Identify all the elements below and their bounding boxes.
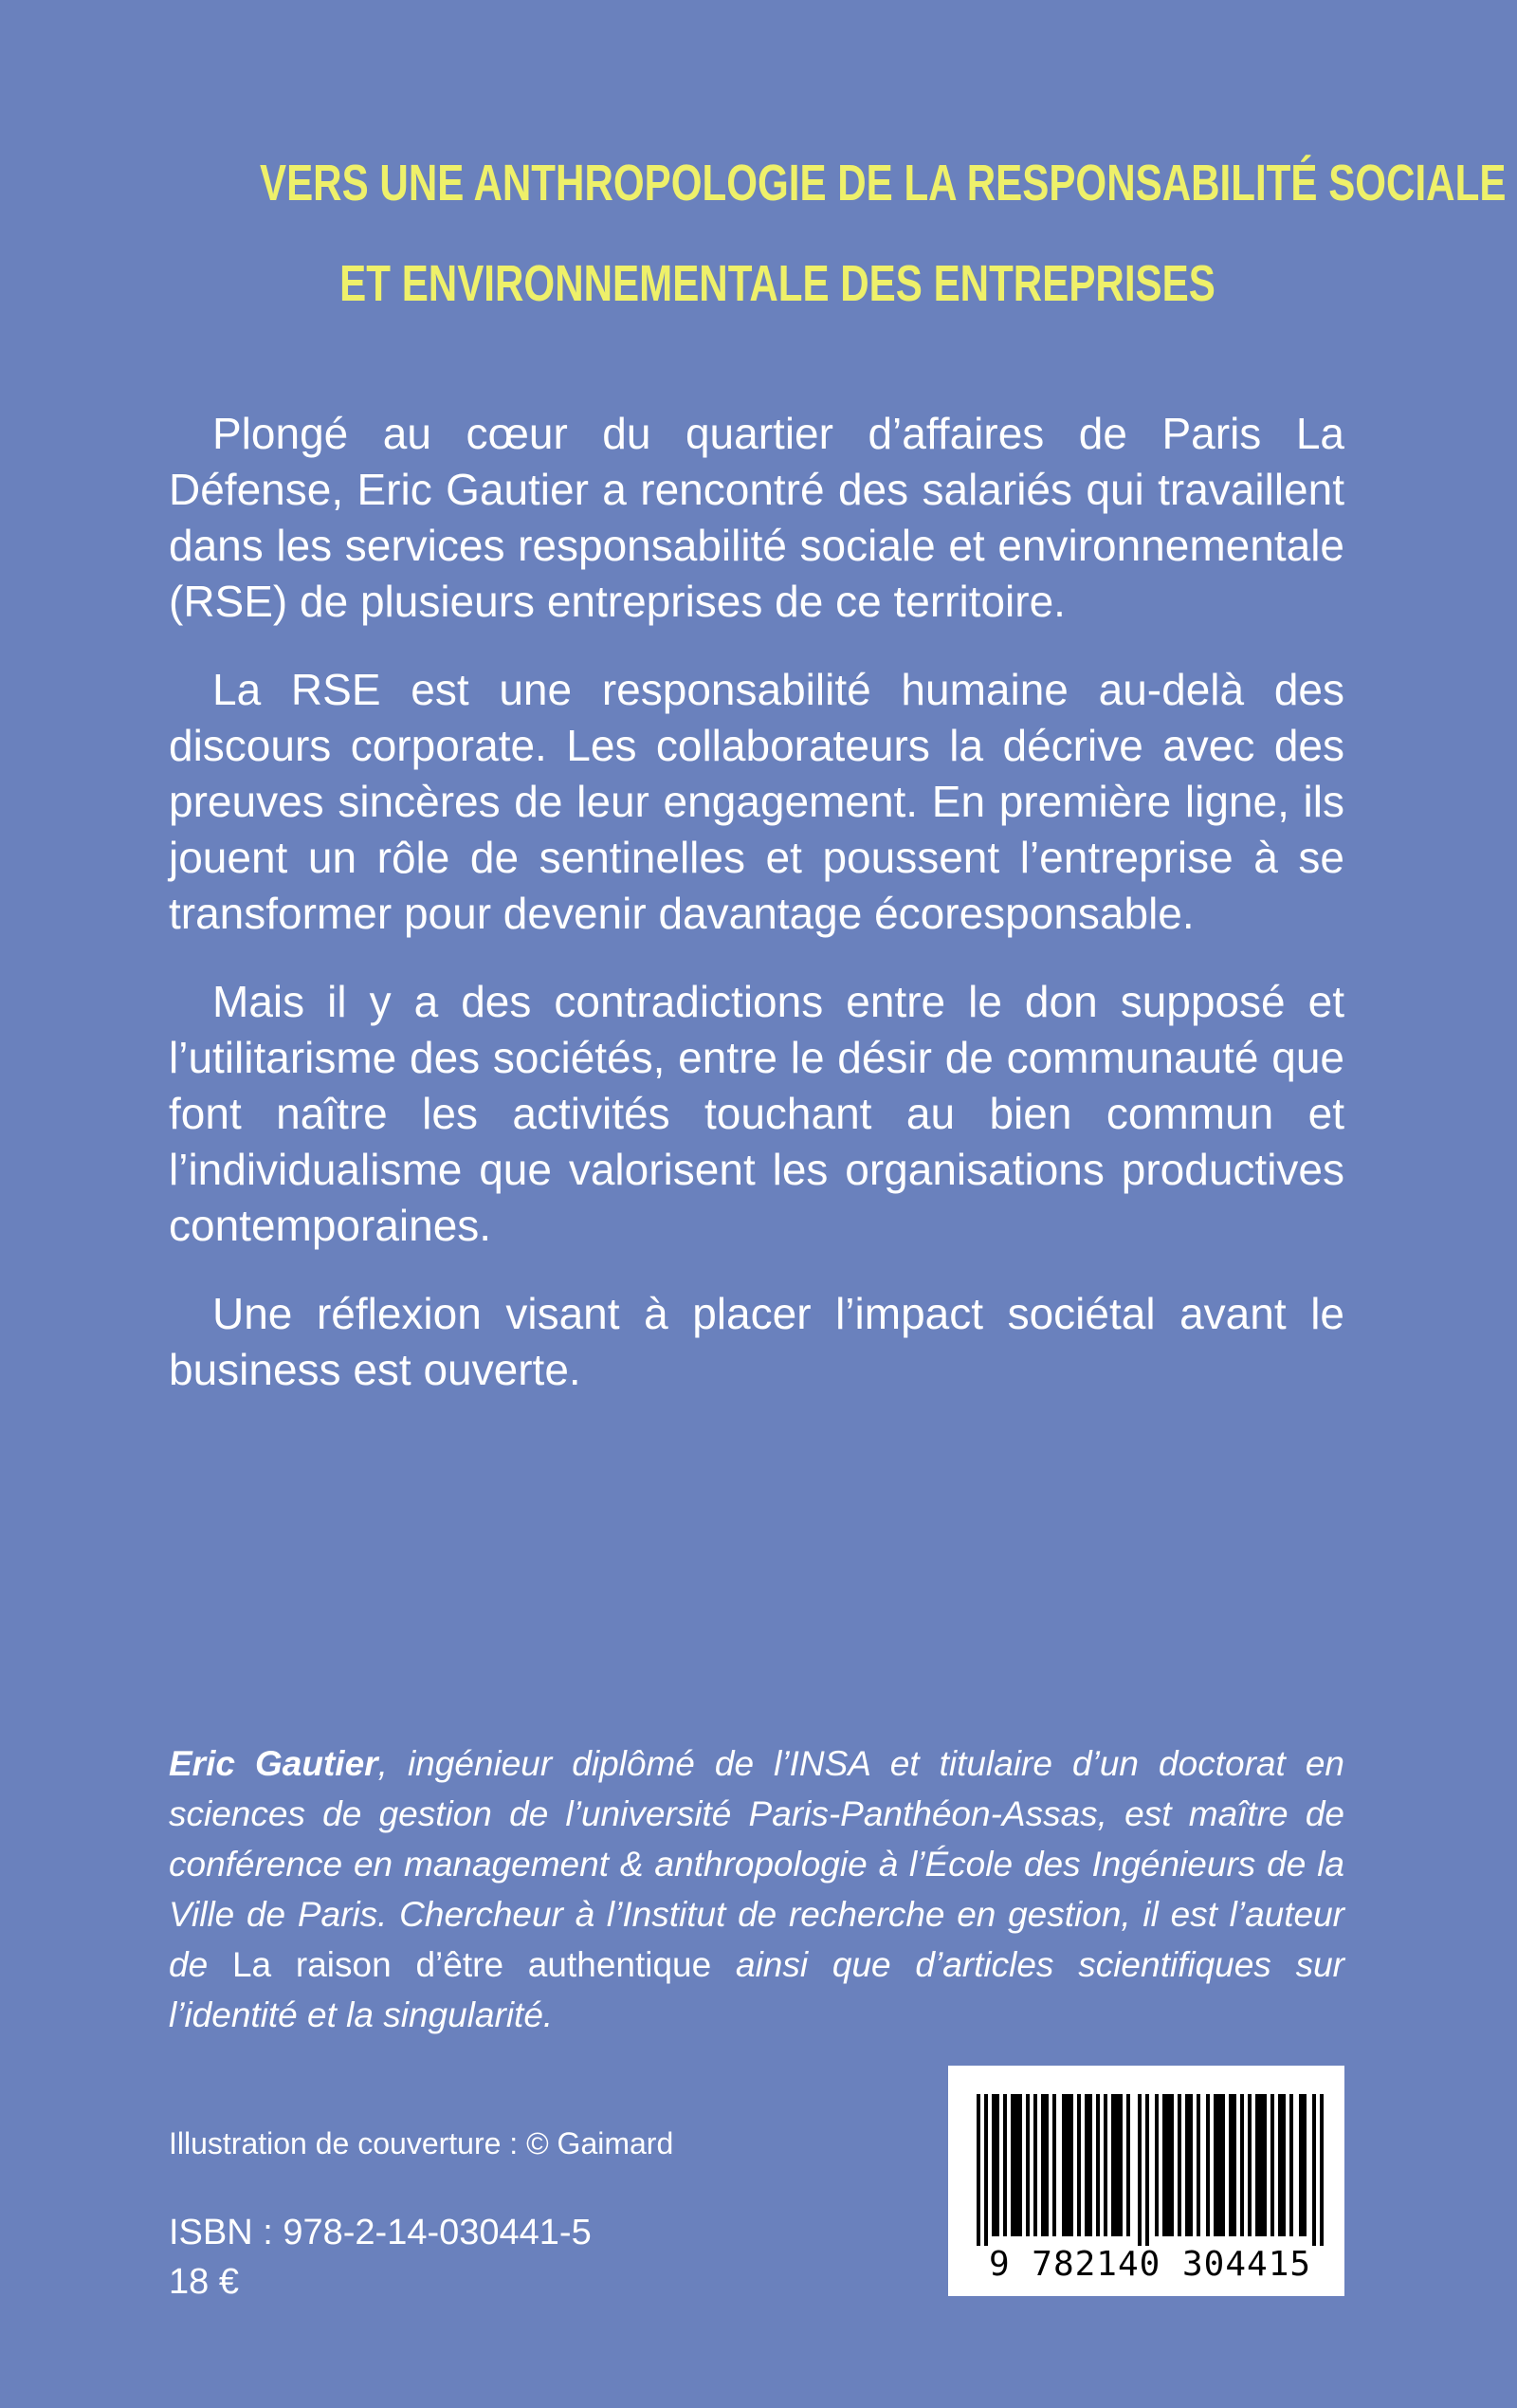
book-title-line-1: VERS UNE ANTHROPOLOGIE DE LA RESPONSABILITÉ SOCIALE [260,155,1507,211]
blurb-paragraph-3: Mais il y a des contradictions entre le don supposé et l’utilitarisme des sociétés, entre le désir de communauté que font naître les activités touchant au bien commun et l’individualisme que valorisent les organisations productives contemporaines. [169,977,1344,1250]
illustration-credit: Illustration de couverture : © Gaimard [169,2126,674,2160]
book-title [260,133,1507,334]
book-title-line-2: ET ENVIRONNEMENTALE DES ENTREPRISES [339,255,1215,312]
author-bio [169,1738,1344,2040]
barcode [948,2066,1344,2296]
barcode-bars [977,2094,1327,2246]
blurb-paragraph-1: Plongé au cœur du quartier d’affaires de Paris La Défense, Eric Gautier a rencontré des salariés qui travaillent dans les services responsabilité sociale et environnementale (RSE) de plusieurs entreprises de ce territoire. [169,409,1344,626]
author-bio-text-1: , ingénieur diplômé de l’INSA et titulaire d’un doctorat en sciences de gestion de l’université Paris-Panthéon-Assas, est maître de conférence en management & anthropologie à l’École des Ingénieurs de la Ville de Paris. Chercheur à l’Institut de recherche en gestion, il est l’auteur de [169,1744,1344,1984]
author-name: Eric Gautier [169,1744,378,1783]
blurb [169,406,1344,1430]
blurb-paragraph-2: La RSE est une responsabilité humaine au-delà des discours corporate. Les collaborateurs la décrive avec des preuves sincères de leur engagement. En première ligne, ils jouent un rôle de sentinelles et poussent l’entreprise à se transformer pour devenir davantage écoresponsable. [169,665,1344,938]
isbn: ISBN : 978-2-14-030441-5 [169,2213,592,2252]
barcode-digits: 9 782140 304415 [988,2245,1312,2284]
price: 18 € [169,2262,239,2302]
author-bio-text-2: ainsi que d’articles scientifiques sur l’identité et la singularité. [169,1945,1345,2034]
blurb-paragraph-4: Une réflexion visant à placer l’impact sociétal avant le business est ouverte. [169,1289,1344,1394]
author-book-title: La raison d’être authentique [231,1945,712,1984]
